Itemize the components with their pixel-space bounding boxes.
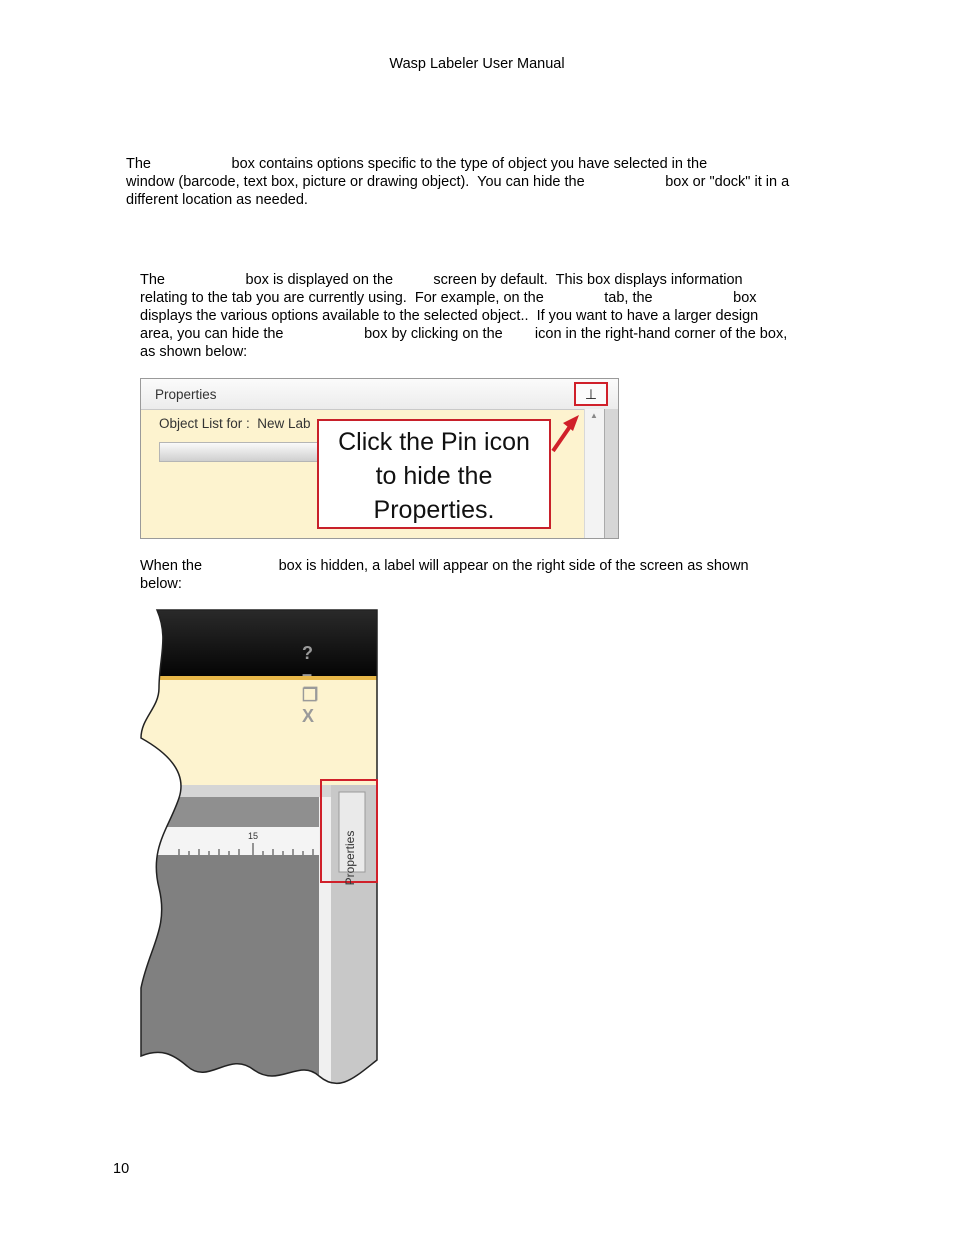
window-controls [258, 622, 324, 748]
paragraph1-line1: The box contains options specific to the type of object you have selected in the [126, 156, 708, 172]
paragraph1-line3: different location as needed. [126, 192, 308, 208]
hidden-properties-screenshot [139, 608, 389, 1093]
close-icon[interactable]: X [302, 706, 321, 726]
page-header: Wasp Labeler User Manual [389, 56, 565, 72]
callout-line2: to hide the [375, 462, 493, 490]
ruler-number: 15 [248, 831, 259, 841]
paragraph2-line4: area, you can hide the box by clicking on the icon in the right-hand corner of the box, [140, 326, 788, 342]
callout-line3: Properties. [373, 496, 495, 524]
properties-side-tab[interactable]: Properties [343, 830, 357, 886]
callout-line1: Click the Pin icon [338, 428, 530, 456]
paragraph3-line1: When the box is hidden, a label will appear on the right side of the screen as shown [140, 558, 749, 574]
paragraph2-line2: relating to the tab you are currently using. For example, on the tab, the box [140, 290, 757, 306]
paragraph2-line5: as shown below: [140, 344, 248, 360]
paragraph2-line1: The box is displayed on the screen by default. This box displays information [140, 272, 743, 288]
paragraph3-line2: below: [140, 576, 182, 592]
page-number: 10 [113, 1161, 130, 1177]
minimize-icon[interactable]: – [302, 664, 319, 684]
paragraph2-line3: displays the various options available to the selected object.. If you want to have a larger design [140, 308, 759, 324]
properties-panel-screenshot [140, 378, 619, 539]
pin-icon[interactable]: ⊥ [574, 382, 608, 406]
callout-arrow [141, 379, 619, 539]
object-list-label: Object List for : New Lab [159, 416, 311, 431]
panel-title: Properties [155, 387, 217, 402]
help-icon[interactable]: ? [302, 643, 320, 663]
restore-icon[interactable]: ❐ [302, 685, 325, 705]
scroll-up-arrow-icon[interactable]: ▲ [590, 411, 598, 420]
paragraph1-line2: window (barcode, text box, picture or drawing object). You can hide the box or "dock" it in a [126, 174, 790, 190]
